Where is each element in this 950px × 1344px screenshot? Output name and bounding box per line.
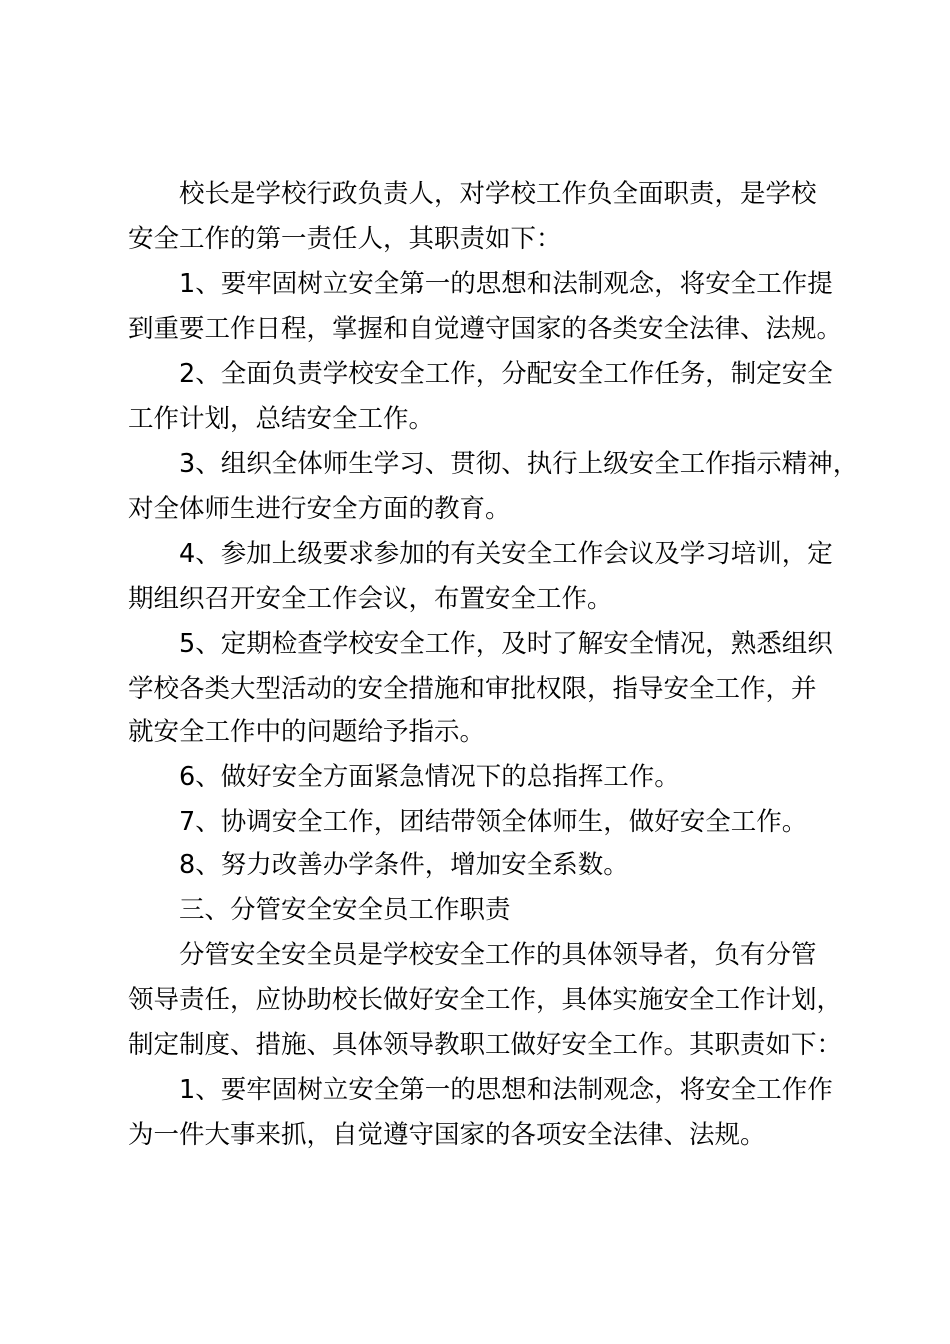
paragraph-line: 对全体师生进行安全方面的教育。 (128, 494, 511, 524)
paragraph-line: 6、做好安全方面紧急情况下的总指挥工作。 (179, 762, 680, 792)
paragraph-line: 1、要牢固树立安全第一的思想和法制观念，将安全工作作 (179, 1075, 833, 1105)
section-heading: 三、分管安全安全员工作职责 (179, 895, 511, 925)
paragraph-line: 期组织召开安全工作会议，布置安全工作。 (128, 584, 613, 614)
paragraph-line: 工作计划，总结安全工作。 (128, 404, 435, 434)
paragraph-line: 2、全面负责学校安全工作，分配安全工作任务，制定安全 (179, 359, 833, 389)
paragraph-line: 7、协调安全工作，团结带领全体师生，做好安全工作。 (179, 807, 808, 837)
paragraph-line: 3、组织全体师生学习、贯彻、执行上级安全工作指示精神， (179, 449, 859, 479)
paragraph-line: 8、努力改善办学条件，增加安全系数。 (179, 850, 629, 880)
paragraph-line: 领导责任，应协助校长做好安全工作，具体实施安全工作计划， (128, 985, 843, 1015)
paragraph-line: 4、参加上级要求参加的有关安全工作会议及学习培训，定 (179, 539, 833, 569)
paragraph-line: 安全工作的第一责任人，其职责如下： (128, 224, 562, 254)
paragraph-line: 1、要牢固树立安全第一的思想和法制观念，将安全工作提 (179, 269, 833, 299)
paragraph-line: 为一件大事来抓，自觉遵守国家的各项安全法律、法规。 (128, 1120, 766, 1150)
paragraph-line: 分管安全安全员是学校安全工作的具体领导者，负有分管 (179, 940, 817, 970)
paragraph-line: 到重要工作日程，掌握和自觉遵守国家的各类安全法律、法规。 (128, 314, 843, 344)
paragraph-line: 学校各类大型活动的安全措施和审批权限，指导安全工作，并 (128, 674, 817, 704)
paragraph-line: 制定制度、措施、具体领导教职工做好安全工作。其职责如下： (128, 1030, 843, 1060)
paragraph-line: 5、定期检查学校安全工作，及时了解安全情况，熟悉组织 (179, 629, 833, 659)
paragraph-line: 就安全工作中的问题给予指示。 (128, 717, 486, 747)
paragraph-line: 校长是学校行政负责人，对学校工作负全面职责，是学校 (179, 179, 817, 209)
